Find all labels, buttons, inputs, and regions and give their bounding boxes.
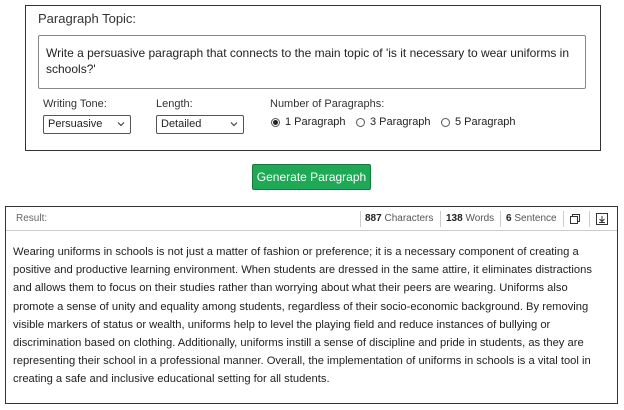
sentence-stat — [506, 213, 557, 224]
radio-label: 3 Paragraph — [370, 116, 431, 128]
words-label: Words — [465, 213, 495, 224]
sentence-count: 6 — [506, 213, 512, 224]
radio-3-paragraph[interactable] — [356, 116, 431, 128]
result-header — [6, 207, 617, 231]
chevron-down-icon — [117, 120, 125, 128]
result-text: Wearing uniforms in schools is not just a matter of fashion or preference; it is a necessary component of creating a positive and productive learning environment. When students are dressed in the same attire, it eliminates distractions and allows them to focus on their studies rather than worrying about what their peers are wearing. Uniforms also promote a sense of unity and equality among students, regardless of their socio-economic background. By removing visible markers of status or wealth, uniforms help to level the playing field and reduce instances of bullying or discrimination based on clothing. Additionally, uniforms instill a sense of discipline and pride in students, as they are representing their school in a professional manner. Overall, the implementation of uniforms in schools is a vital tool in creating a safe and inclusive educational setting for all students. — [13, 246, 592, 386]
characters-count: 887 — [365, 213, 382, 224]
radio-selected-icon — [271, 118, 280, 127]
result-panel — [5, 206, 618, 404]
length-select[interactable] — [156, 115, 244, 134]
topic-textarea[interactable]: Write a persuasive paragraph that connects to the main topic of 'is it necessary to wear uniforms in schools?' — [38, 35, 586, 89]
chevron-down-icon — [230, 120, 238, 128]
divider — [500, 211, 501, 227]
length-label: Length: — [156, 98, 193, 110]
radio-label: 1 Paragraph — [285, 116, 346, 128]
divider — [360, 211, 361, 227]
radio-1-paragraph[interactable] — [271, 116, 346, 128]
words-count: 138 — [446, 213, 463, 224]
characters-label: Characters — [384, 213, 434, 224]
divider — [563, 211, 564, 227]
result-label: Result: — [16, 213, 48, 224]
sentence-label: Sentence — [514, 213, 557, 224]
generate-paragraph-button[interactable]: Generate Paragraph — [252, 164, 371, 190]
radio-unselected-icon — [441, 118, 450, 127]
paragraphs-label: Number of Paragraphs: — [270, 98, 385, 110]
download-icon[interactable] — [595, 212, 609, 226]
copy-icon[interactable] — [568, 212, 582, 226]
characters-stat — [365, 213, 433, 224]
radio-5-paragraph[interactable] — [441, 116, 516, 128]
topic-label: Paragraph Topic: — [38, 11, 137, 26]
tone-label: Writing Tone: — [43, 98, 107, 110]
tone-select[interactable] — [43, 115, 131, 134]
tone-value: Persuasive — [48, 118, 103, 130]
radio-unselected-icon — [356, 118, 365, 127]
radio-label: 5 Paragraph — [455, 116, 516, 128]
words-stat — [446, 213, 494, 224]
length-value: Detailed — [161, 118, 202, 130]
divider — [589, 211, 590, 227]
divider — [440, 211, 441, 227]
